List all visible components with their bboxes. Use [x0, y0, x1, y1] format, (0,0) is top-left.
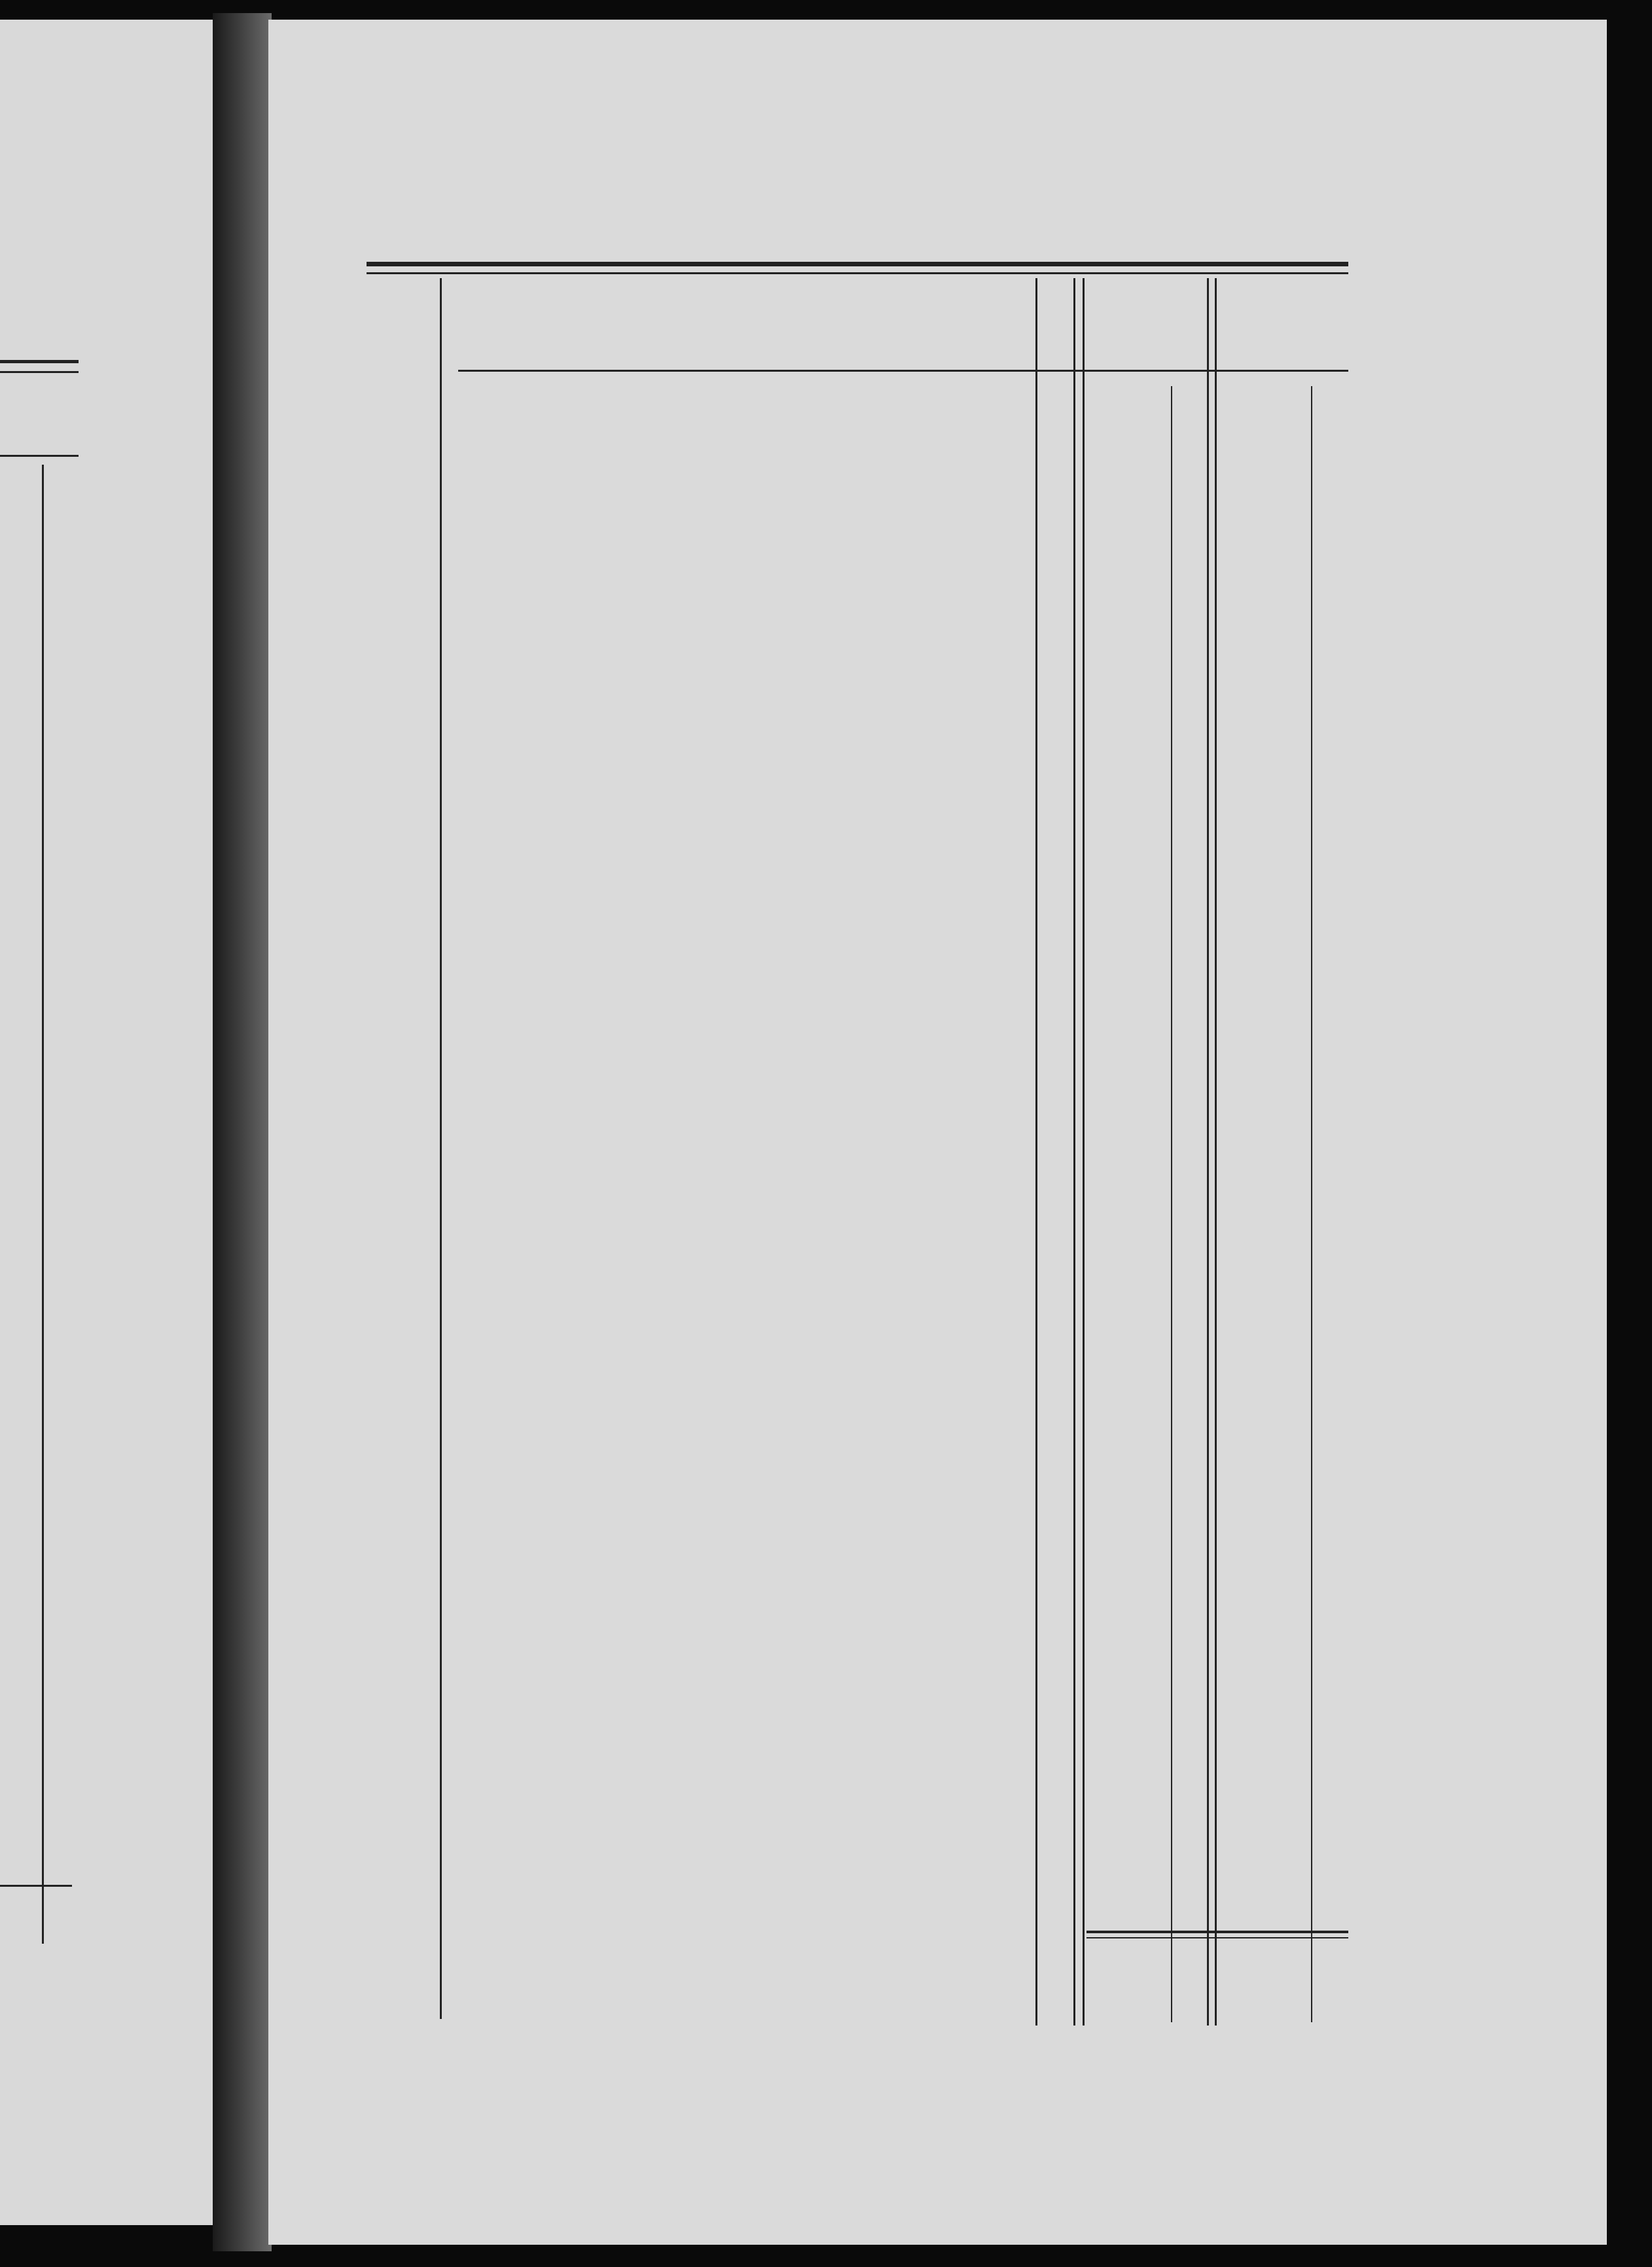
book-spine — [213, 13, 272, 2251]
left-page-fragment — [0, 20, 213, 2225]
journal-page — [268, 20, 1607, 2245]
